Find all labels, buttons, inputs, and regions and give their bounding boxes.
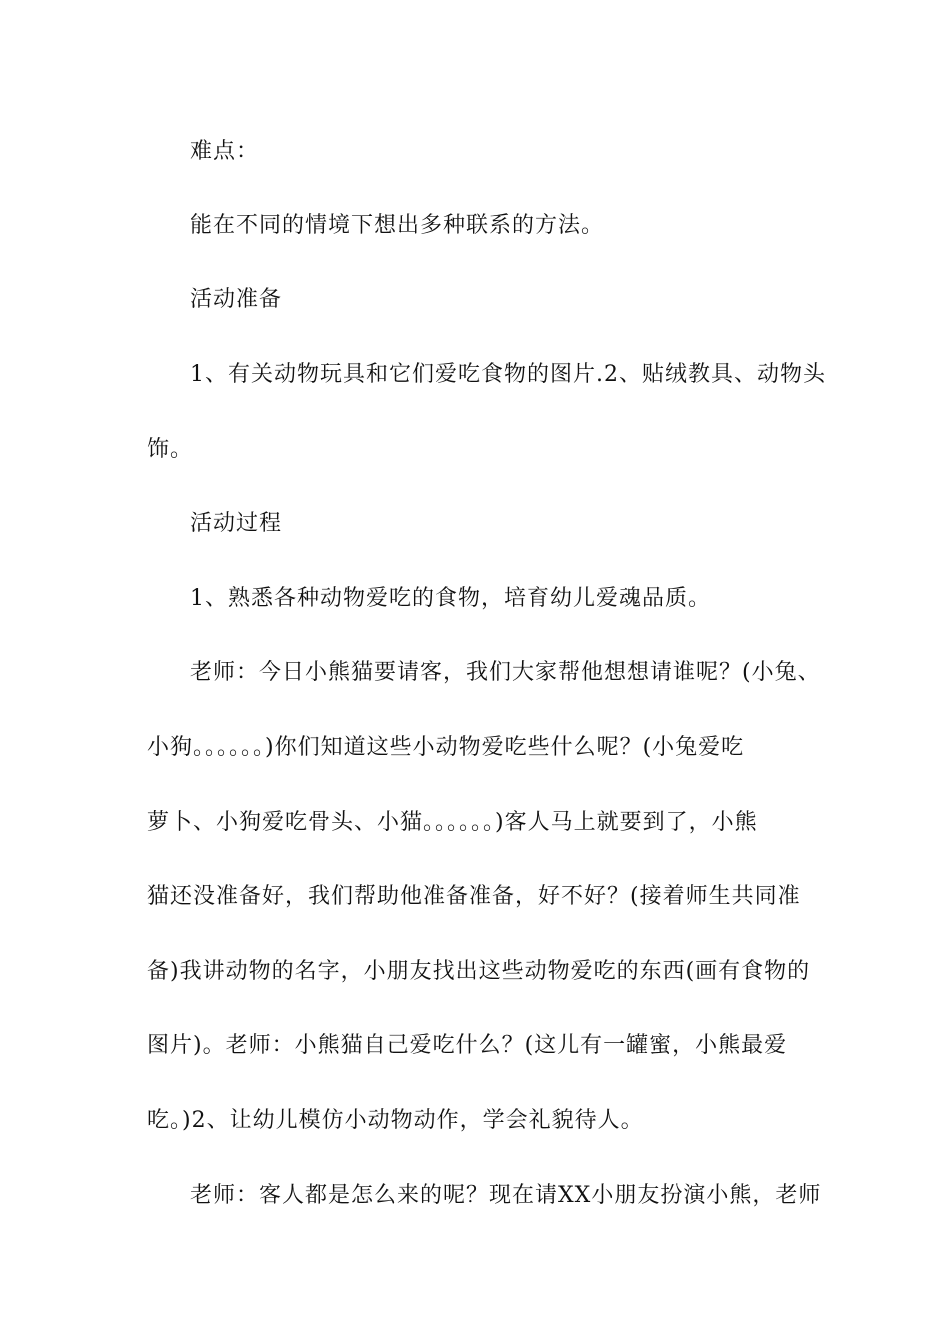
paragraph-line: 吃。)2、让幼儿模仿小动物动作，学会礼貌待人。 — [147, 1108, 644, 1133]
heading-activity-preparation: 活动准备 — [190, 287, 283, 312]
paragraph-line: 1、熟悉各种动物爱吃的食物，培育幼儿爱魂品质。 — [190, 586, 711, 611]
paragraph-line: 萝卜、小狗爱吃骨头、小猫。。。。。。)客人马上就要到了，小熊 — [147, 810, 758, 835]
paragraph-line: 饰。 — [147, 437, 194, 462]
heading-difficulty: 难点： — [190, 139, 260, 164]
paragraph-line: 小狗。。。。。。)你们知道这些小动物爱吃些什么呢？(小兔爱吃 — [147, 735, 745, 760]
heading-activity-process: 活动过程 — [190, 511, 283, 536]
paragraph-line: 老师：客人都是怎么来的呢？现在请XX小朋友扮演小熊，老师 — [190, 1183, 822, 1208]
paragraph-line: 图片)。老师：小熊猫自己爱吃什么？(这儿有一罐蜜，小熊最爱 — [147, 1033, 788, 1058]
paragraph-line: 能在不同的情境下想出多种联系的方法。 — [190, 213, 605, 238]
paragraph-line: 1、有关动物玩具和它们爱吃食物的图片.2、贴绒教具、动物头 — [190, 362, 826, 387]
paragraph-line: 老师：今日小熊猫要请客，我们大家帮他想想请谁呢？(小兔、 — [190, 660, 821, 685]
paragraph-line: 猫还没准备好，我们帮助他准备准备，好不好？(接着师生共同准 — [147, 884, 801, 909]
paragraph-line: 备)我讲动物的名字，小朋友找出这些动物爱吃的东西(画有食物的 — [147, 959, 811, 984]
